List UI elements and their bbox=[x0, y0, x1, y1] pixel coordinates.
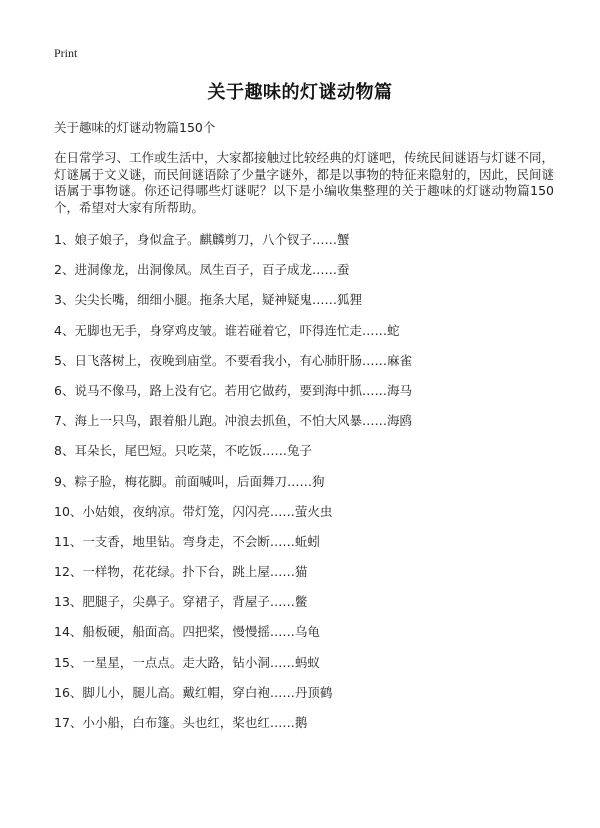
riddle-item: 16、脚儿小，腿儿高。戴红帽，穿白袍……丹顶鹤 bbox=[54, 684, 333, 700]
riddle-item: 12、一样物，花花绿。扑下台，跳上屋……猫 bbox=[54, 564, 308, 580]
riddle-item: 14、船板硬，船面高。四把桨，慢慢摇……乌龟 bbox=[54, 624, 320, 640]
riddle-item: 1、娘子娘子，身似盒子。麒麟剪刀，八个钗子……蟹 bbox=[54, 232, 350, 247]
riddle-item: 9、粽子脸，梅花脚。前面喊叫，后面舞刀……狗 bbox=[54, 473, 325, 489]
riddle-list bbox=[54, 232, 554, 745]
riddle-item: 7、海上一只鸟，跟着船儿跑。冲浪去抓鱼，不怕大风暴……海鸥 bbox=[54, 413, 412, 429]
riddle-item: 8、耳朵长，尾巴短。只吃菜，不吃饭……兔子 bbox=[54, 443, 312, 459]
riddle-item: 4、无脚也无手，身穿鸡皮皱。谁若碰着它，吓得连忙走……蛇 bbox=[54, 322, 400, 338]
riddle-item: 5、日飞落树上，夜晚到庙堂。不要看我小，有心肺肝肠……麻雀 bbox=[54, 352, 412, 368]
article-subtitle: 关于趣味的灯谜动物篇150个 bbox=[54, 120, 216, 135]
print-link[interactable]: Print bbox=[54, 46, 78, 60]
riddle-item: 15、一星星，一点点。走大路，钻小洞……蚂蚁 bbox=[54, 654, 320, 670]
riddle-item: 6、说马不像马，路上没有它。若用它做药，要到海中抓……海马 bbox=[54, 382, 412, 398]
riddle-item: 13、肥腿子，尖鼻子。穿裙子，背屋子……鳖 bbox=[54, 594, 308, 610]
riddle-item: 3、尖尖长嘴，细细小腿。拖条大尾，疑神疑鬼……狐狸 bbox=[54, 292, 362, 308]
intro-paragraph: 在日常学习、工作或生活中，大家都接触过比较经典的灯谜吧，传统民间谜语与灯谜不同，灯谜属于文义谜，而民间谜语除了少量字谜外，都是以事物的特征来隐射的，因此，民间谜语属于事物谜。你还记得哪些灯谜呢？以下是小编收集整理的关于趣味的灯谜动物篇150个，希望对大家有所帮助。 bbox=[54, 150, 555, 215]
page-title: 关于趣味的灯谜动物篇 bbox=[207, 82, 393, 103]
riddle-item: 10、小姑娘，夜纳凉。带灯笼，闪闪亮……萤火虫 bbox=[54, 503, 333, 519]
riddle-item: 2、进洞像龙，出洞像凤。凤生百子，百子成龙……蚕 bbox=[54, 262, 350, 278]
riddle-item: 17、小小船，白布篷。头也红，桨也红……鹅 bbox=[54, 715, 308, 730]
riddle-item: 11、一支香，地里钻。弯身走，不会断……蚯蚓 bbox=[54, 533, 320, 549]
